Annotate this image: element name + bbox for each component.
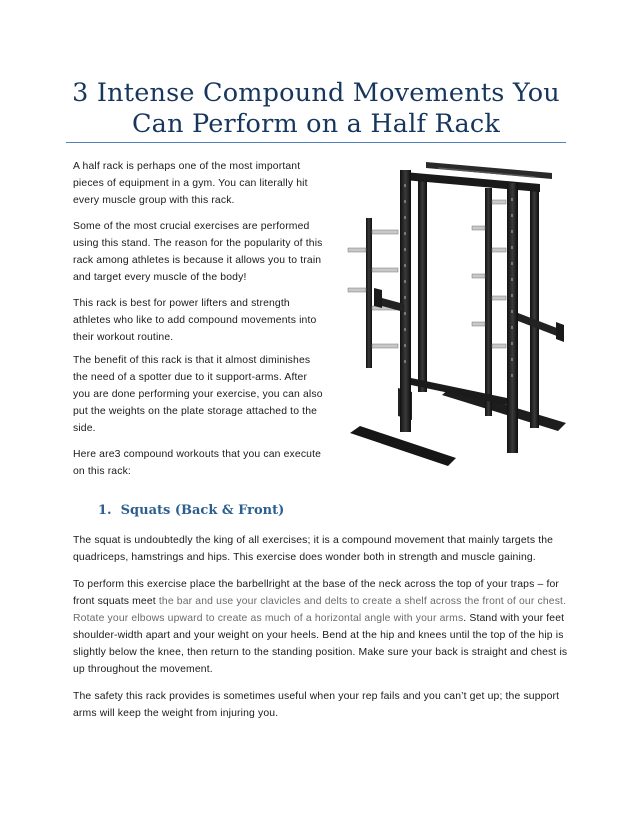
- intro-paragraph-2: Some of the most crucial exercises are performed using this stand. The reason for the popularity of this rack among athletes is because it allows you to train and target every muscle of the body!: [73, 221, 323, 283]
- squats-paragraph-3: The safety this rack provides is sometimes useful when your rep fails and you can’t get up; the support arms will keep the weight from injuring you.: [73, 691, 560, 719]
- section-number: 1.: [98, 503, 112, 518]
- intro-paragraph-1: A half rack is perhaps one of the most important pieces of equipment in a gym. You can literally hit every muscle group with this rack.: [73, 161, 308, 206]
- intro-paragraph-4: The benefit of this rack is that it almost diminishes the need of a spotter due to it support-arms. After you are done performing your exercise, you can also put the weights on the plate storage attached to the side.: [73, 355, 323, 434]
- title-divider: [66, 142, 566, 143]
- page-title: 3 Intense Compound Movements You Can Perform on a Half Rack: [72, 78, 560, 139]
- squats-paragraph-2-part-b: the bar and use your clavicles and delts to create a shelf across the front of our chest. Rotate your elbows upward to create as much of a horizontal angle with your arms: [73, 596, 567, 624]
- squats-paragraph-2: [73, 576, 568, 678]
- intro-paragraph-5: Here are3 compound workouts that you can execute on this rack:: [73, 449, 322, 477]
- squats-paragraph-2-part-c: . Stand with your feet shoulder-width apart and your weight on your heels. Bend at the hip and knees until the top of the hip is slightly below the knee, then return to the standing position. Make sure your back is straight and chest is up throughout the movement.: [73, 613, 568, 675]
- section-title: Squats (Back & Front): [120, 503, 285, 518]
- squats-paragraph-2-part-a: To perform this exercise place the barbellright at the base of the neck across the top of your traps – for front squats meet: [73, 579, 560, 607]
- squats-paragraph-1: The squat is undoubtedly the king of all exercises; it is a compound movement that mainly targets the quadriceps, hamstrings and hips. This exercise does wonder both in strength and muscle gaining.: [73, 535, 554, 563]
- intro-paragraph-3: This rack is best for power lifters and strength athletes who like to add compound movements into their workout routine.: [73, 298, 317, 343]
- half-rack-image: [330, 148, 570, 483]
- section-heading-squats: [98, 503, 284, 518]
